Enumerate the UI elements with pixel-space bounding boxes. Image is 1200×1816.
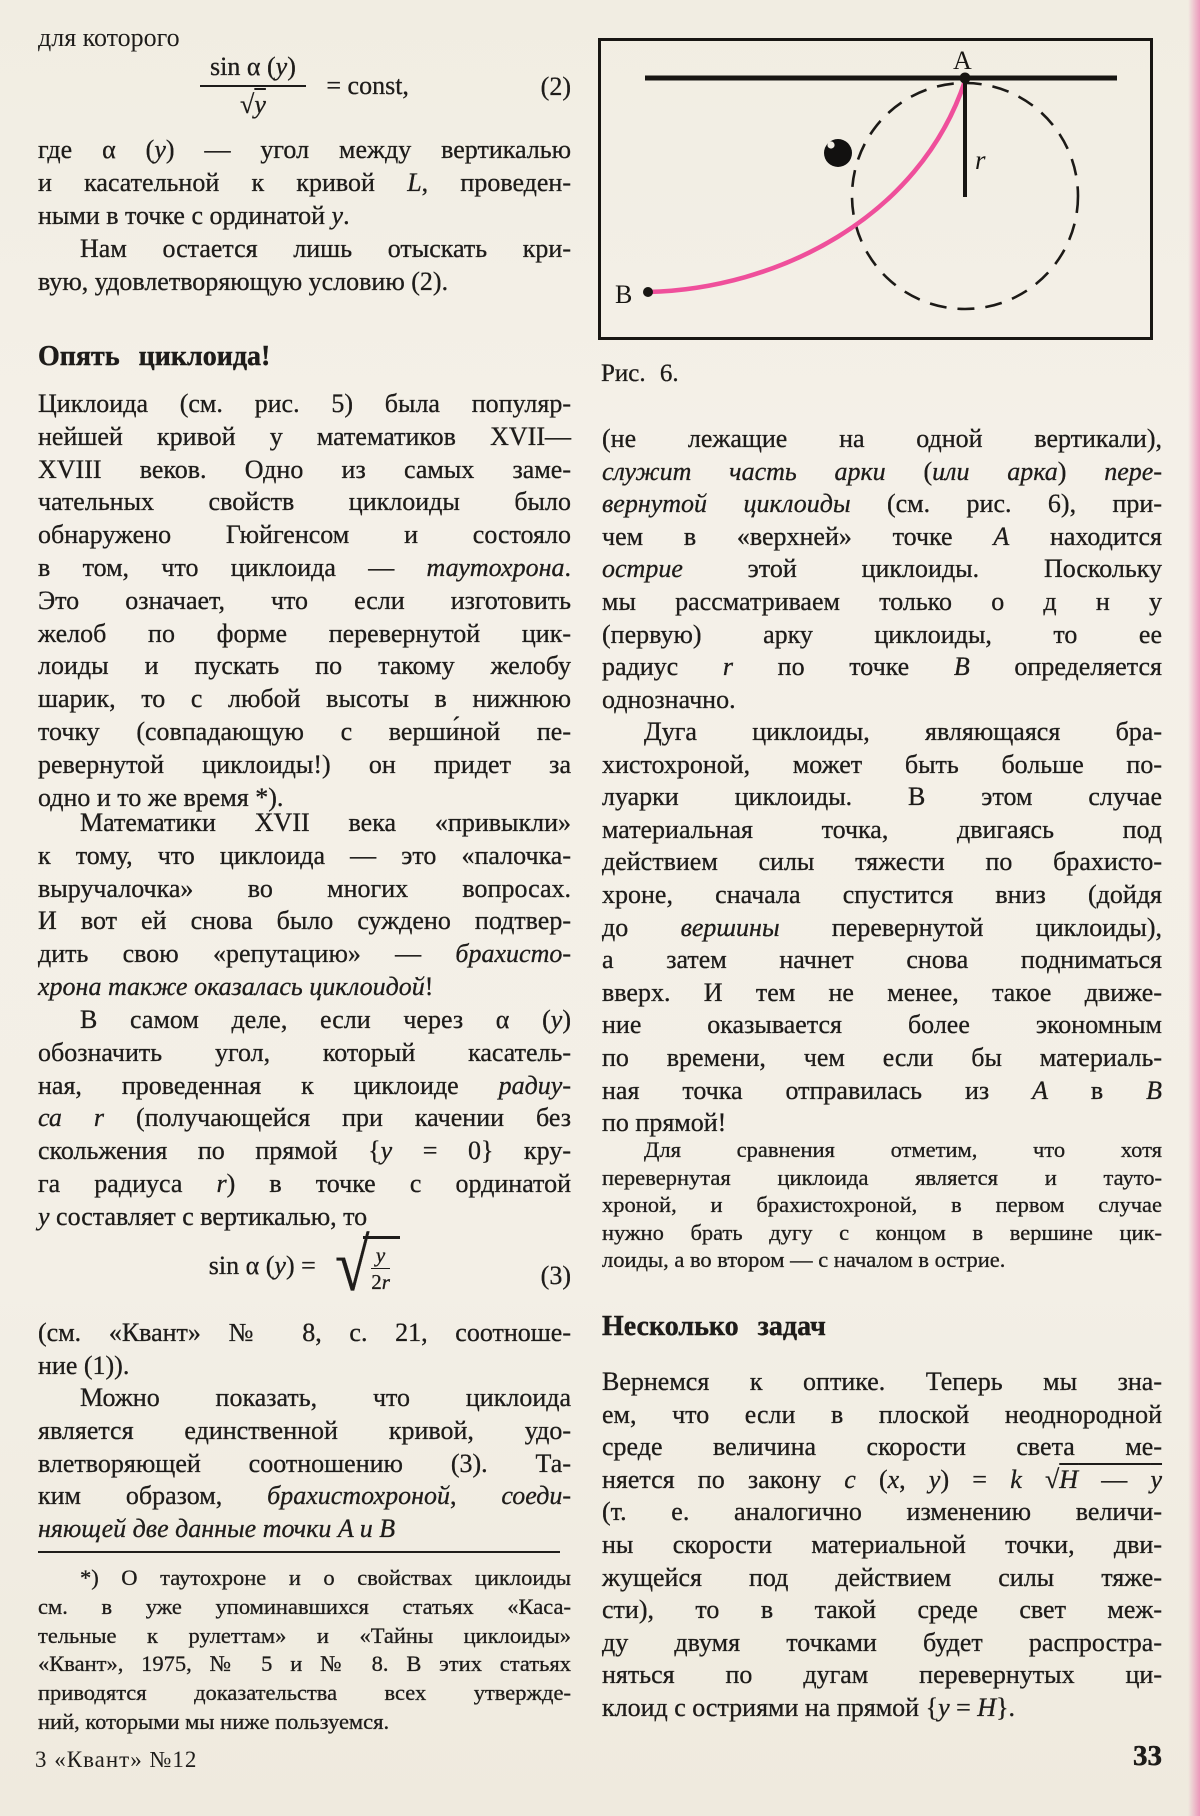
text-line: является единственной кривой, удо- <box>38 1415 571 1445</box>
text-line: ем, что если в плоской неоднородной <box>602 1399 1162 1429</box>
radius-label: r <box>975 145 986 175</box>
figure-6-drawing <box>601 41 1150 337</box>
text-line: радиус r по точке B определяется <box>602 652 1162 682</box>
text-line: ная точка отправилась из A в B <box>602 1075 1163 1105</box>
text-line: до вершины перевернутой циклоиды), <box>602 912 1162 942</box>
text-line: хрона также оказалась циклоидой! <box>38 971 434 1001</box>
text-line: ная, проведенная к циклоиде радиу- <box>38 1070 571 1100</box>
text-line: В самом деле, если через α (y) <box>80 1005 571 1034</box>
section-heading: Несколько задач <box>602 1311 826 1342</box>
text-line: лоиды, а во втором — с началом в острие. <box>602 1247 1006 1273</box>
text-line: обозначить угол, который касатель- <box>38 1037 571 1067</box>
text-line: по прямой! <box>602 1108 727 1138</box>
paragraph <box>602 423 1162 716</box>
paragraph-small <box>602 1136 1162 1274</box>
text-line: (первую) арку циклоиды, то ее <box>602 619 1162 649</box>
text-line: острие этой циклоиды. Поскольку <box>602 554 1162 584</box>
section-heading: Опять циклоида! <box>38 341 271 372</box>
text-line: материальная точка, двигаясь под <box>602 814 1162 844</box>
text-line: в том, что циклоида — таутохрона. <box>38 552 571 582</box>
text-line: где α (y) — угол между вертикалью <box>38 135 571 164</box>
formula-rhs: = const, <box>326 71 409 100</box>
footnote-rule <box>38 1551 560 1553</box>
paragraph <box>38 233 571 299</box>
equation-number: (3) <box>540 1261 571 1290</box>
text-line: нейшей кривой у математиков XVII— <box>38 421 571 451</box>
text-line: Математики XVII века «привыкли» <box>80 808 571 837</box>
paragraph <box>38 1382 571 1546</box>
paragraph <box>38 1317 571 1383</box>
text-line: перевернутая циклоида является и тауто- <box>602 1164 1162 1190</box>
text-line: хроной, и брахистохроной, в первом случае <box>602 1192 1162 1218</box>
text-line: ким образом, брахистохроной, соеди- <box>38 1481 572 1511</box>
text-line: служит часть арки (или арка) пере- <box>602 456 1162 486</box>
text-line: Циклоида (см. рис. 5) была популяр- <box>38 389 571 418</box>
text-line: и касательной к кривой L, проведен- <box>38 167 572 197</box>
text-line: среде величина скорости света ме- <box>602 1432 1162 1462</box>
text-line: лоиды и пускать по такому желобу <box>38 651 571 681</box>
text-line: ревернутой циклоиды!) он придет за <box>38 749 571 779</box>
text-line: вверх. И тем не менее, такое движе- <box>602 977 1162 1007</box>
point-b-label: B <box>615 280 633 309</box>
text-line: выручалочка» во многих вопросах. <box>38 873 571 903</box>
text-line: вую, удовлетворяющую условию (2). <box>38 266 449 296</box>
formula-lhs: sin α (y) = <box>208 1251 316 1280</box>
text-line: (т. е. аналогично изменению величи- <box>602 1497 1162 1527</box>
text-line: луарки циклоиды. В этом случае <box>602 782 1162 812</box>
fraction-denominator: 2r <box>371 1270 390 1294</box>
text-line: жущейся под действием силы тяже- <box>602 1562 1162 1592</box>
point-b-dot <box>643 287 653 297</box>
page-number: 33 <box>1133 1740 1162 1772</box>
fraction-denominator: √y <box>240 90 266 119</box>
footnote <box>38 1564 571 1737</box>
figure-6 <box>598 38 1153 340</box>
formula-3 <box>38 1225 571 1316</box>
text-line: одно и то же время *). <box>38 782 284 812</box>
ball-highlight <box>827 141 834 148</box>
text-line: ными в точке с ординатой y. <box>38 200 350 230</box>
text-line: ний, которыми мы ниже пользуемся. <box>38 1708 390 1734</box>
text-line: (см. «Квант» № 8, с. 21, соотноше- <box>38 1318 571 1347</box>
fraction-numerator: y <box>371 1243 390 1269</box>
text-line: шарик, то с любой высоты в нижнюю <box>38 684 571 714</box>
text-line: y составляет с вертикалью, то <box>38 1201 368 1231</box>
text-line: приводятся доказательства всех утвержде- <box>38 1680 571 1706</box>
text-line: няющей две данные точки A и B <box>38 1514 396 1544</box>
cycloid-curve <box>648 81 965 292</box>
text-line: чем в «верхней» точке A находится <box>602 521 1163 551</box>
text-line: вернутой циклоиды (см. рис. 6), при- <box>602 489 1162 519</box>
text-line: Нам остается лишь отыскать кри- <box>80 234 571 263</box>
text-line: дить свою «репутацию» — брахисто- <box>38 939 571 969</box>
text-line: Можно показать, что циклоида <box>80 1383 571 1412</box>
text-line: желоб по форме перевернутой цик- <box>38 618 571 648</box>
text-line: Дуга циклоиды, являющаяся бра- <box>644 717 1162 746</box>
point-a-label: A <box>953 46 972 75</box>
text-line: ние оказывается более экономным <box>602 1010 1162 1040</box>
text-line: а затем начнет снова подниматься <box>602 945 1162 975</box>
text-line: И вот ей снова было суждено подтвер- <box>38 906 571 936</box>
text-line: хистохроной, может быть больше по- <box>602 749 1162 779</box>
text-line: Это означает, что если изготовить <box>38 585 571 615</box>
text-line: «Квант», 1975, № 5 и № 8. В этих статьях <box>38 1651 571 1677</box>
text-line: клоид с остриями на прямой {y = H}. <box>602 1692 1016 1722</box>
text-line: тельные к рулеттам» и «Тайны циклоиды» <box>38 1622 571 1648</box>
intro-lead: для которого <box>38 23 180 52</box>
text-line: ние (1)). <box>38 1350 130 1380</box>
text-line: ду двумя точками будет распростра- <box>602 1627 1162 1657</box>
equation-number: (2) <box>540 72 571 101</box>
text-line: действием силы тяжести по брахисто- <box>602 847 1162 877</box>
text-line: влетворяющей соотношению (3). Та- <box>38 1448 571 1478</box>
text-line: *) О таутохроне и о свойствах циклоиды <box>80 1565 571 1590</box>
text-line: к тому, что циклоида — это «палочка- <box>38 840 571 870</box>
text-line: га радиуса r) в точке с ординатой <box>38 1168 571 1198</box>
formula-2 <box>38 52 571 122</box>
figure-caption: Рис. 6. <box>601 360 679 387</box>
text-line: чательных свойств циклоиды было <box>38 487 571 517</box>
text-line: скольжения по прямой {y = 0} кру- <box>38 1136 571 1166</box>
text-line: Для сравнения отметим, что хотя <box>644 1137 1162 1162</box>
paragraph <box>38 388 571 814</box>
text-line: нужно брать дугу с концом в вершине цик- <box>602 1219 1162 1245</box>
paragraph <box>602 716 1162 1140</box>
text-line: см. в уже упоминавшихся статьях «Каса- <box>38 1593 571 1619</box>
text-line: точку (совпадающую с верши́ной пе- <box>38 716 571 746</box>
text-line: Вернемся к оптике. Теперь мы зна- <box>602 1367 1162 1396</box>
text-line: хроне, сначала спустится вниз (дойдя <box>602 879 1162 909</box>
paragraph <box>38 134 571 232</box>
text-line: мы рассматриваем только о д н у <box>602 586 1162 616</box>
text-line: са r (получающейся при качении без <box>38 1103 571 1133</box>
radical <box>332 1225 400 1307</box>
text-line: обнаружено Гюйгенсом и состояло <box>38 520 571 550</box>
paragraph <box>38 1004 571 1234</box>
scan-edge-artifact <box>1188 0 1200 1816</box>
text-line: (не лежащие на одной вертикали), <box>602 424 1162 453</box>
print-signature: 3 «Квант» №12 <box>35 1747 198 1772</box>
paragraph <box>602 1366 1162 1725</box>
paragraph <box>38 807 571 1004</box>
fraction-numerator: sin α (y) <box>200 52 306 87</box>
text-line: по времени, чем если бы материаль- <box>602 1042 1162 1072</box>
text-line: однозначно. <box>602 684 736 714</box>
text-line: ны скорости материальной точки, дви- <box>602 1529 1162 1559</box>
text-line: няться по дугам перевернутых ци- <box>602 1660 1162 1690</box>
text-line: XVIII веков. Одно из самых заме- <box>38 454 571 484</box>
text-line: няется по закону c (x, y) = k √H — y <box>602 1464 1163 1494</box>
fraction <box>200 52 306 120</box>
radical-sign: √ <box>335 1225 370 1307</box>
text-line: сти), то в такой среде свет меж- <box>602 1595 1162 1625</box>
